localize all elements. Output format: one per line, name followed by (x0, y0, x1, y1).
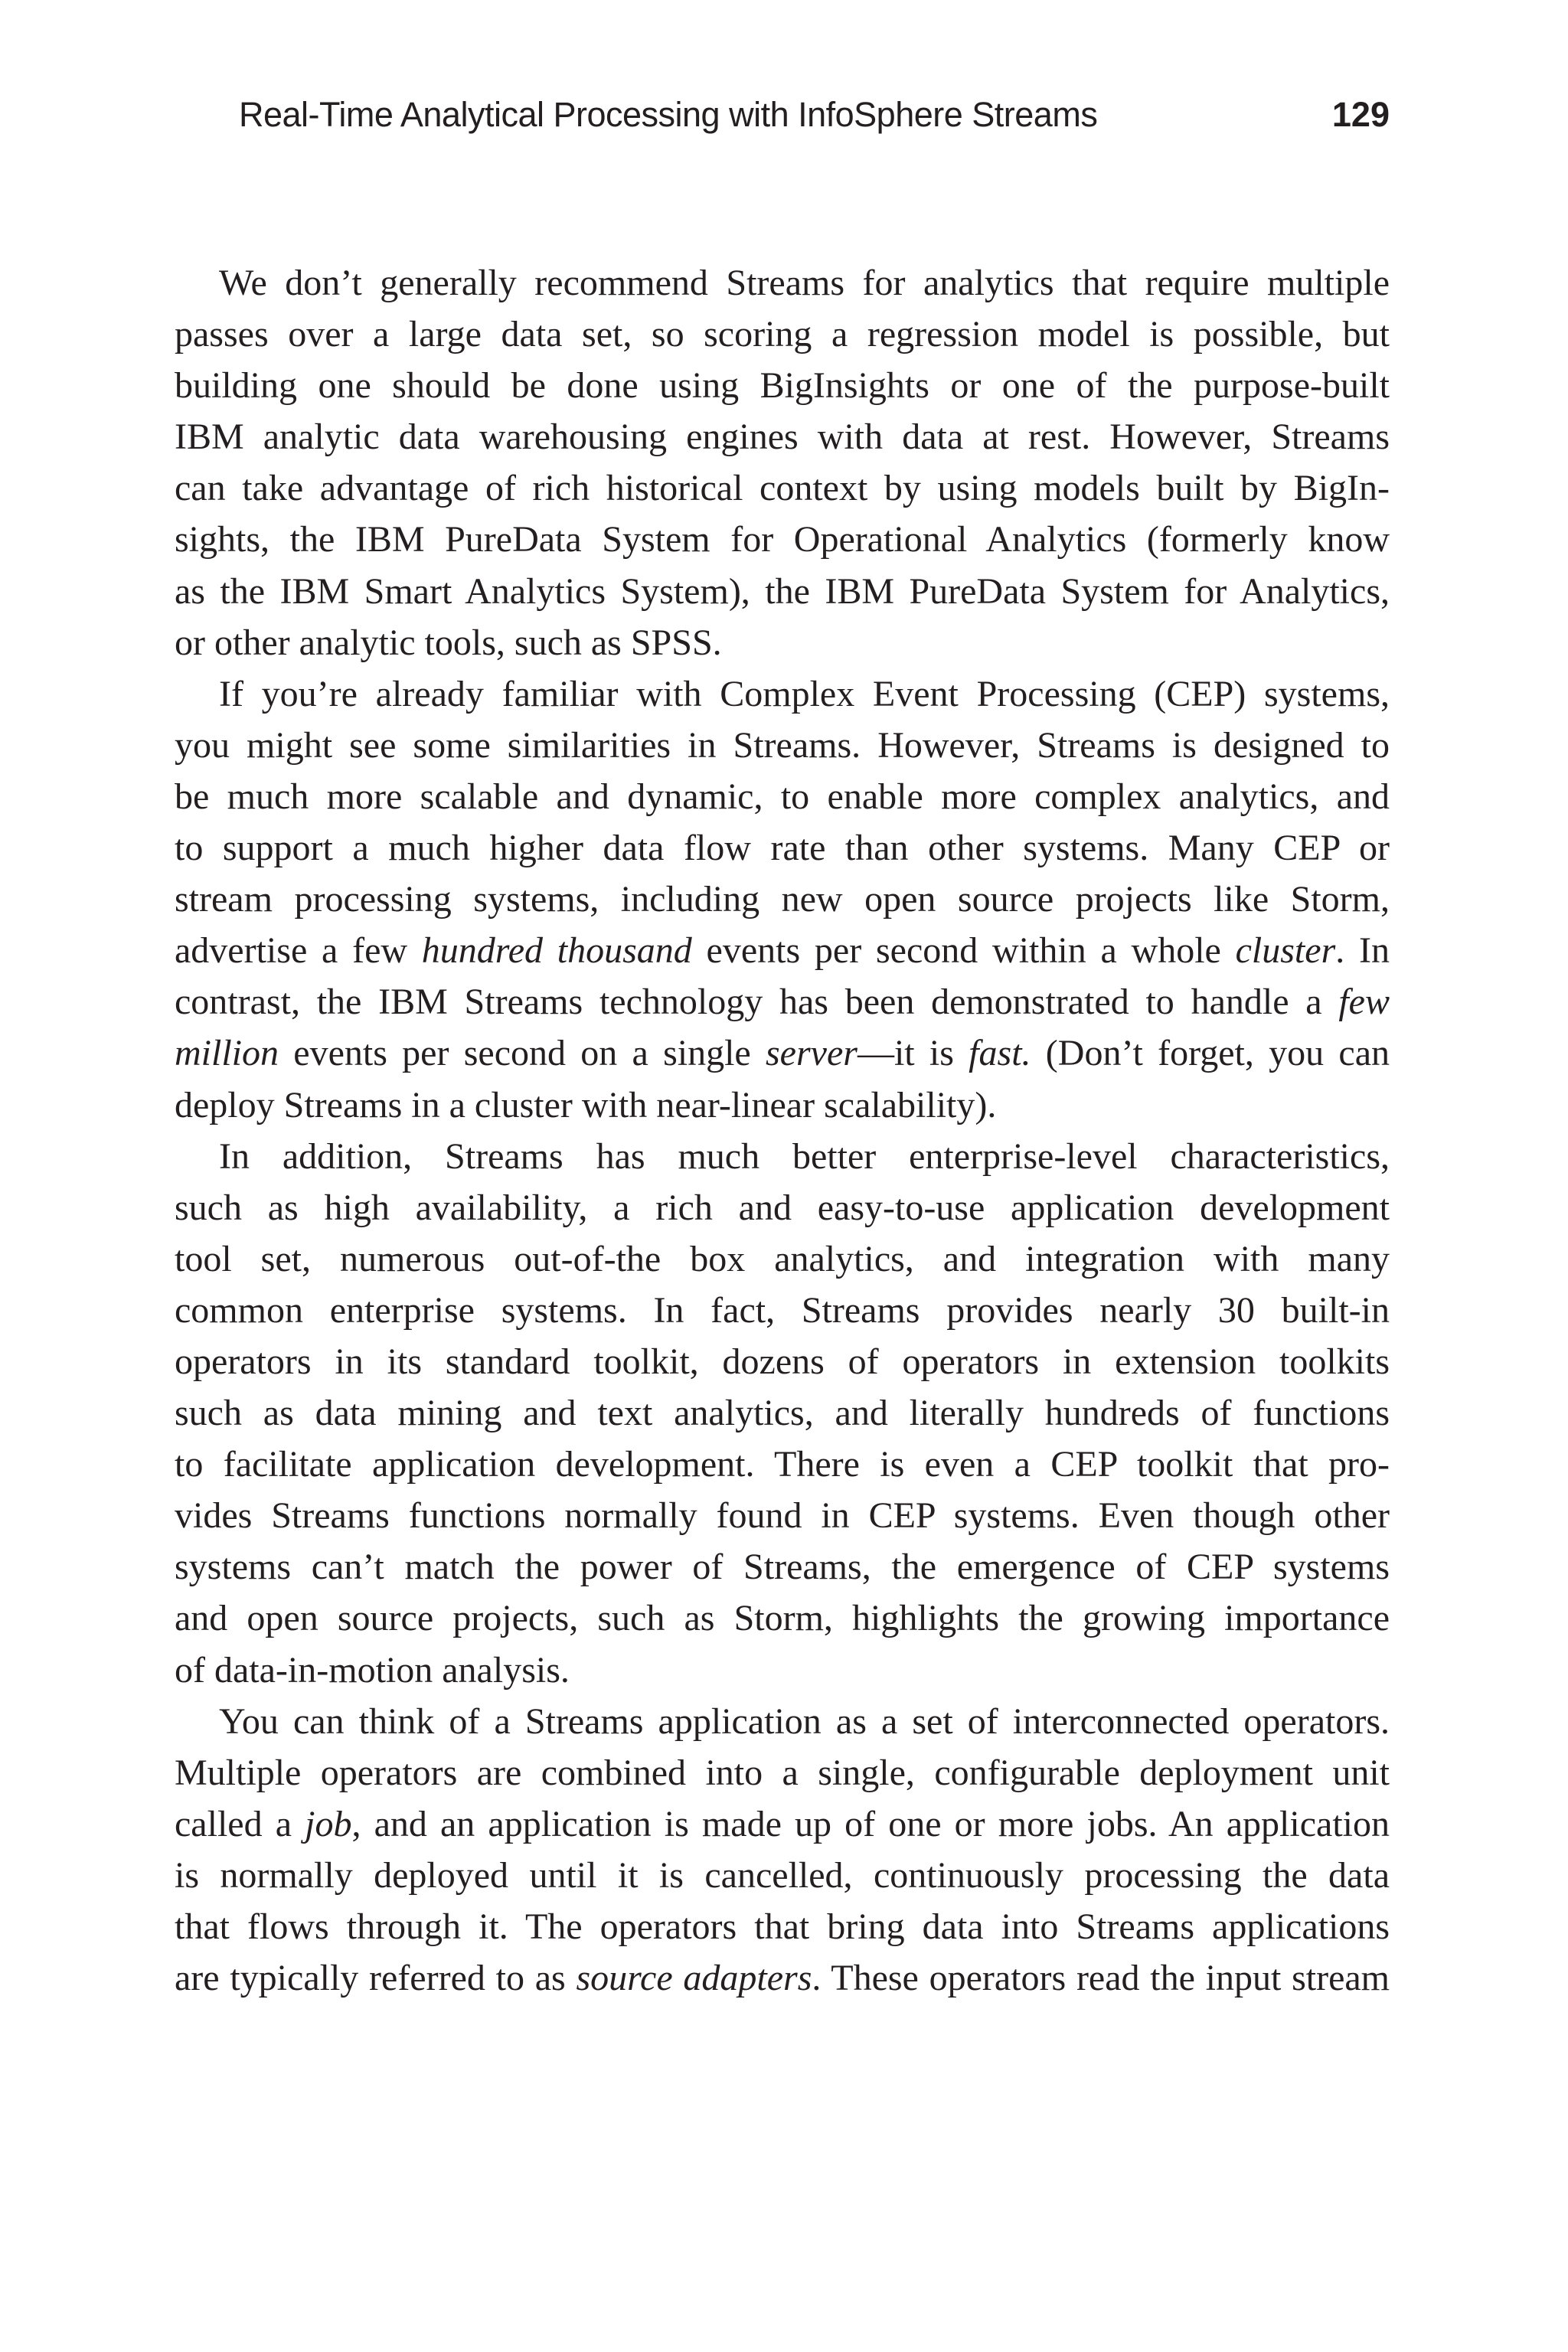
text-line (175, 771, 1390, 822)
text-line (175, 566, 1390, 617)
text-line (175, 822, 1390, 874)
body-text (175, 257, 1390, 2004)
text-line (175, 1645, 1390, 1696)
text-run: In addition, Streams has much better enterprise-level characteristics, (219, 1135, 1390, 1177)
text-line (175, 411, 1390, 462)
text-run: to support a much higher data flow rate than other systems. Many CEP or (175, 828, 1390, 869)
text-line (175, 874, 1390, 925)
text-run: Multiple operators are combined into a single, configurable deployment unit (175, 1752, 1390, 1793)
italic-text: cluster (1235, 930, 1336, 972)
text-run: is normally deployed until it is cancelled, continuously processing the data (175, 1854, 1390, 1896)
text-line (175, 1233, 1390, 1285)
text-run: that flows through it. The operators that bring data into Streams applications (175, 1906, 1390, 1947)
text-run: You can think of a Streams application as a set of interconnected operators. (219, 1700, 1390, 1742)
text-run: common enterprise systems. In fact, Streams provides nearly 30 built-in (175, 1289, 1390, 1331)
italic-text: million (175, 1033, 279, 1074)
text-line (175, 1182, 1390, 1233)
text-line (175, 1131, 1390, 1182)
text-line (175, 1747, 1390, 1798)
text-line (175, 1490, 1390, 1541)
text-run: you might see some similarities in Streams. However, Streams is designed to (175, 724, 1390, 766)
running-header (239, 95, 1390, 141)
paragraph (175, 1131, 1390, 1696)
text-run: stream processing systems, including new open source projects like Storm, (175, 879, 1390, 920)
text-run: deploy Streams in a cluster with near-linear scalability). (175, 1084, 997, 1125)
text-run: . In (1335, 930, 1390, 972)
italic-text: source adapters (576, 1958, 812, 1999)
text-run: or other analytic tools, such as SPSS. (175, 622, 722, 663)
text-run: If you’re already familiar with Complex Event Processing (CEP) systems, (219, 673, 1390, 714)
text-run: passes over a large data set, so scoring a regression model is possible, but (175, 314, 1390, 355)
text-line (175, 1336, 1390, 1387)
italic-text: job (305, 1803, 352, 1844)
running-head-title: Real-Time Analytical Processing with InfoSphere Streams (239, 95, 1098, 134)
text-run: We don’t generally recommend Streams for analytics that require multiple (219, 263, 1390, 303)
text-run: contrast, the IBM Streams technology has been demonstrated to handle a (175, 982, 1339, 1023)
text-run: are typically referred to as (175, 1958, 577, 1999)
text-run: tool set, numerous out-of-the box analytics, and integration with many (175, 1238, 1390, 1279)
paragraph (175, 257, 1390, 668)
text-run: such as high availability, a rich and easy-to-use application development (175, 1187, 1390, 1228)
text-run: sights, the IBM PureData System for Operational Analytics (formerly know (175, 519, 1390, 560)
text-run: . These operators read the input stream (812, 1958, 1390, 1999)
text-line (175, 1439, 1390, 1490)
text-run: (Don’t forget, you can (1031, 1033, 1390, 1074)
text-line (175, 1387, 1390, 1439)
text-run: of data-in-motion analysis. (175, 1649, 570, 1690)
text-run: be much more scalable and dynamic, to enable more complex analytics, and (175, 776, 1390, 817)
text-line (175, 668, 1390, 720)
italic-text: hundred thousand (421, 930, 692, 972)
paragraph (175, 1696, 1390, 2004)
text-line (175, 1901, 1390, 1952)
text-line (175, 1798, 1390, 1850)
text-run: advertise a few (175, 930, 422, 972)
italic-text: fast. (969, 1033, 1031, 1074)
text-run: and open source projects, such as Storm, highlights the growing importance (175, 1598, 1390, 1639)
text-line (175, 1080, 1390, 1131)
text-line (175, 976, 1390, 1027)
text-run: called a (175, 1803, 305, 1844)
text-run: can take advantage of rich historical context by using models built by BigIn- (175, 468, 1390, 509)
text-line (175, 1027, 1390, 1079)
text-line (175, 925, 1390, 976)
text-line (175, 1592, 1390, 1644)
text-run: such as data mining and text analytics, and literally hundreds of functions (175, 1393, 1390, 1434)
text-line (175, 617, 1390, 668)
text-line (175, 1541, 1390, 1592)
text-run: to facilitate application development. There is even a CEP toolkit that pro- (175, 1444, 1390, 1485)
text-run: operators in its standard toolkit, dozens of operators in extension toolkits (175, 1341, 1390, 1382)
text-run: as the IBM Smart Analytics System), the IBM PureData System for Analytics, (175, 570, 1390, 612)
text-line (175, 309, 1390, 360)
text-line (175, 1850, 1390, 1901)
text-line (175, 1952, 1390, 2004)
text-run: building one should be done using BigInsights or one of the purpose-built (175, 365, 1390, 407)
text-run: IBM analytic data warehousing engines with data at rest. However, Streams (175, 416, 1390, 458)
text-run: vides Streams functions normally found in CEP systems. Even though other (175, 1495, 1390, 1537)
text-line (175, 257, 1390, 309)
italic-text: few (1338, 982, 1390, 1023)
text-line (175, 1285, 1390, 1336)
page-number: 129 (1331, 95, 1390, 134)
text-line (175, 720, 1390, 771)
text-run: events per second within a whole (691, 930, 1236, 972)
text-run: systems can’t match the power of Streams, the emergence of CEP systems (175, 1547, 1390, 1588)
text-line (175, 1696, 1390, 1747)
text-line (175, 514, 1390, 565)
text-run: events per second on a single (279, 1033, 766, 1074)
text-line (175, 360, 1390, 411)
italic-text: server (766, 1033, 858, 1074)
text-run: , and an application is made up of one or more jobs. An application (351, 1803, 1390, 1844)
paragraph (175, 668, 1390, 1131)
text-run: —it is (857, 1033, 969, 1074)
text-line (175, 462, 1390, 514)
